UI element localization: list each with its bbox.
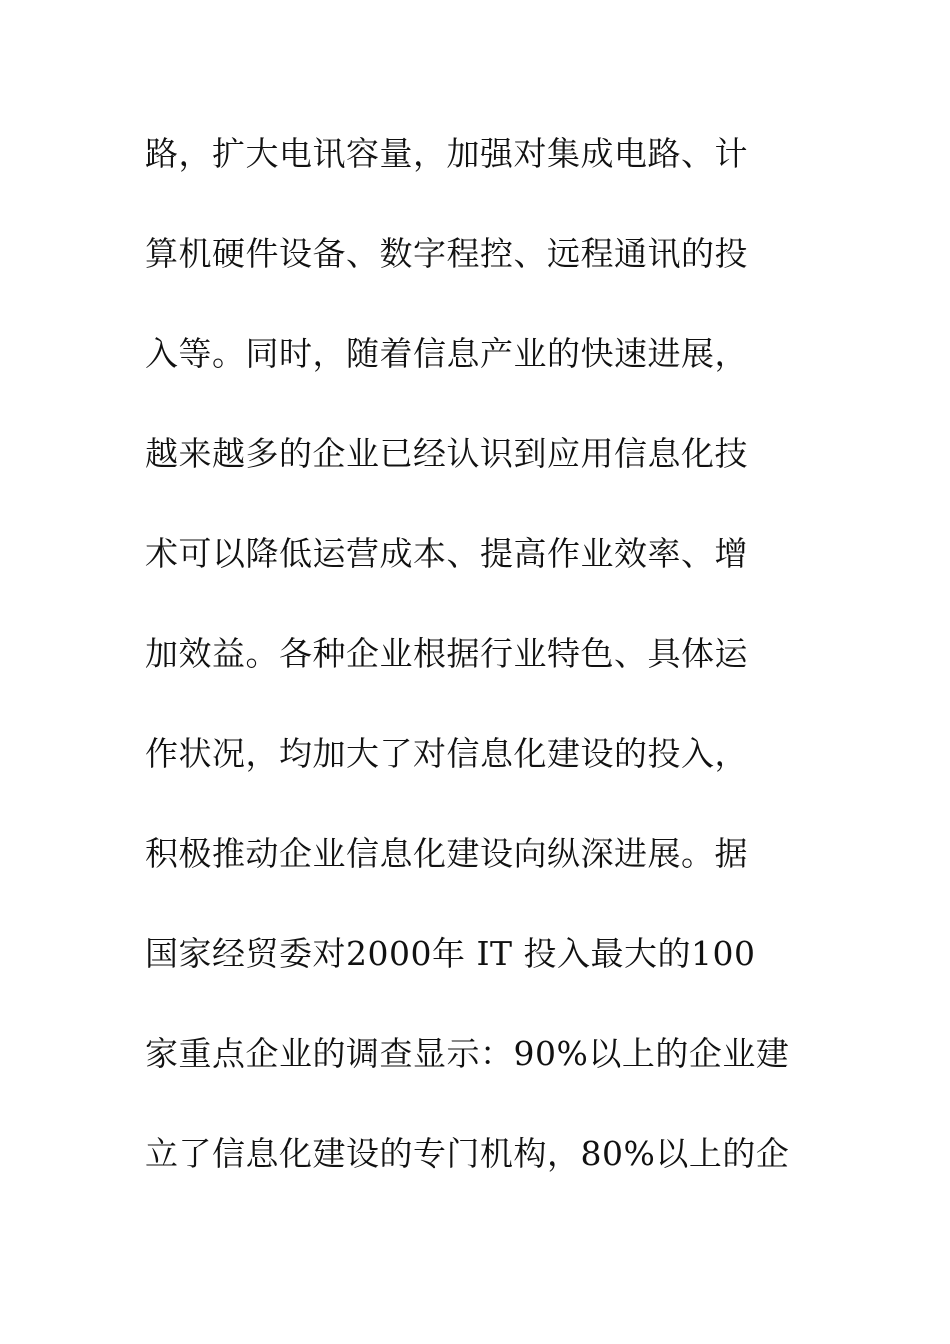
text-line: 家重点企业的调查显示：90%以上的企业建 bbox=[145, 1034, 790, 1073]
text-line: 术可以降低运营成本、提高作业效率、增 bbox=[145, 534, 748, 573]
text-line: 作状况，均加大了对信息化建设的投入， bbox=[145, 734, 748, 773]
text-line: 立了信息化建设的专门机构，80%以上的企 bbox=[145, 1134, 790, 1173]
text-line: 加效益。各种企业根据行业特色、具体运 bbox=[145, 634, 748, 673]
text-line: 积极推动企业信息化建设向纵深进展。据 bbox=[145, 834, 748, 873]
text-line: 入等。同时，随着信息产业的快速进展， bbox=[145, 334, 748, 373]
text-line: 算机硬件设备、数字程控、远程通讯的投 bbox=[145, 234, 748, 273]
text-line: 越来越多的企业已经认识到应用信息化技 bbox=[145, 434, 748, 473]
body-text bbox=[145, 128, 825, 1228]
text-line: 路，扩大电讯容量，加强对集成电路、计 bbox=[145, 134, 748, 173]
text-line: 国家经贸委对2000年 IT 投入最大的100 bbox=[145, 934, 756, 973]
